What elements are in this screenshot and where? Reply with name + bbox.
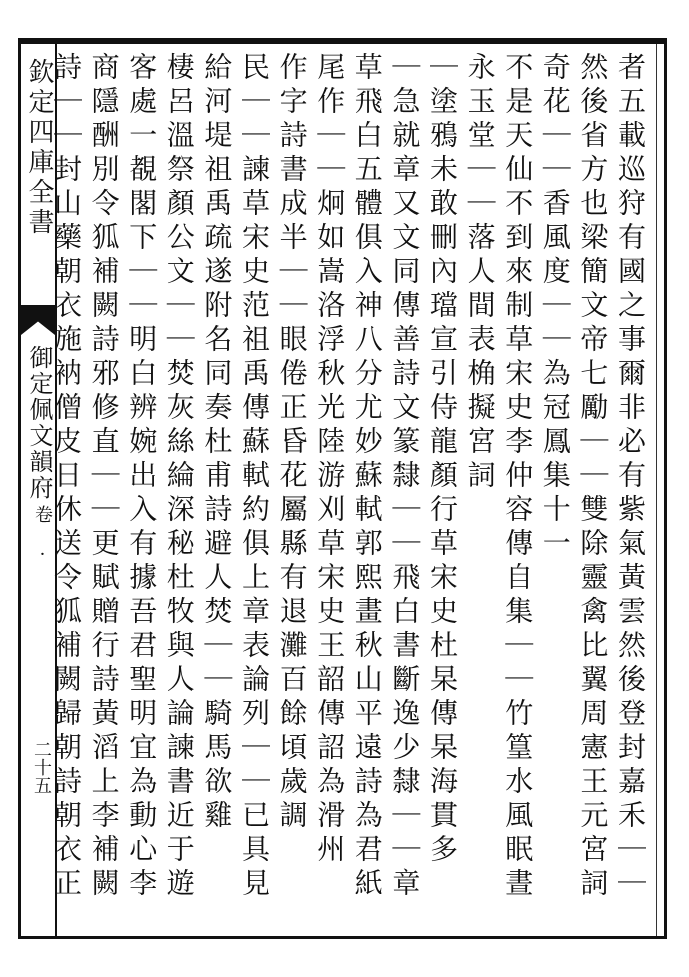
text-column-10: 作字詩書成半｜｜眼倦正昏花屬縣有退灘百餘頃歲調 (275, 52, 309, 834)
text-column-16: 詩｜｜封山藥朝衣施衲僧皮日休送令狐補闕歸朝詩朝衣正 (50, 52, 83, 902)
text-column-1: 者五載巡狩有國之事爾非必有紫氣黃雲然後登封嘉禾｜｜ (614, 52, 647, 902)
margin-volume-mark: 卷 · (32, 505, 53, 565)
frame-bottom-border (18, 936, 667, 939)
text-column-12: 給河堤祖禹疏遂附名同奏杜甫詩避人焚｜｜騎馬欲雞 (200, 52, 234, 834)
frame-right-inner-line (656, 44, 657, 936)
text-column-11: 民｜｜諫草宋史范祖禹傳蘇軾約俱上章表論列｜｜已具見 (238, 52, 271, 902)
text-column-7: ｜急就章又文同傳善詩文篆隸｜｜飛白書斷逸少隸｜｜章 (388, 52, 422, 902)
text-column-4: 不是天仙不到來制草宋史李仲容傳自集｜｜竹篁水風眠晝 (501, 52, 535, 902)
text-column-3: 奇花｜｜香風度｜｜為冠鳳集十一 (538, 52, 572, 562)
margin-subtitle: 御定佩文韻府 (25, 345, 53, 501)
margin-page-number: 二十五 (31, 740, 52, 794)
text-column-6: ｜塗鴉未敢刪內璫宣引侍龍顏行草宋史杜杲傳杲海貫多 (426, 52, 459, 868)
text-column-14: 客處一覩閣下｜｜明白辨婉出入有據吾君聖明宜為動心李 (125, 52, 159, 902)
text-column-15: 商隱酬別令狐補闕詩邪修直｜｜更賦贈行詩黃滔上李補闕 (87, 52, 121, 902)
text-column-5: 永玉堂｜｜落人間表桷擬宮詞 (463, 52, 497, 494)
frame-right-border (664, 38, 667, 939)
text-column-8: 草飛白五體俱入神八分尤妙蘇軾郭熙畫秋山平遠詩為君紙 (350, 52, 384, 902)
text-column-2: 然後省方也梁簡文帝七勵｜｜雙除靈禽比翼周憲王元宮詞 (576, 52, 610, 902)
frame-top-border (18, 38, 667, 44)
text-column-9: 尾作｜｜炯如嵩洛浮秋光陸游刈草宋史王韶傳詔為滑州 (313, 52, 347, 868)
text-column-13: 棲呂溫祭顏公文｜｜焚灰絲綸深秘杜牧與人論諫書近于遊 (162, 52, 196, 902)
margin-title: 欽定四庫全書 (24, 58, 54, 238)
